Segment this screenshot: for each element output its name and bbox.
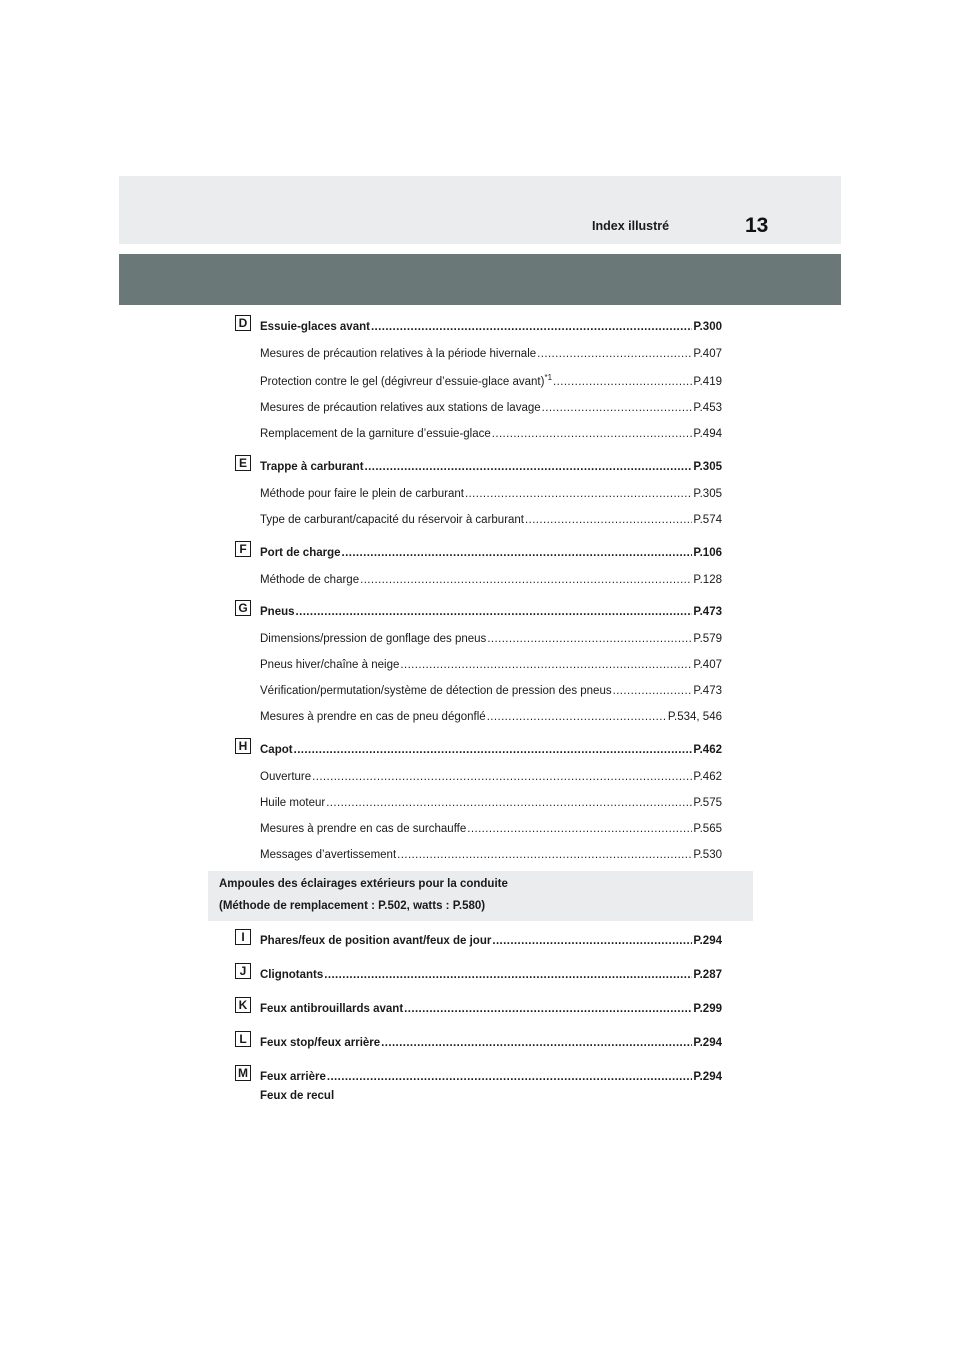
entry-page-ref: P.494 xyxy=(693,428,722,440)
entry-page-ref: P.419 xyxy=(693,376,722,388)
entry-label: Clignotants xyxy=(260,969,324,981)
dot-leader xyxy=(327,1070,693,1084)
index-subentry[interactable] xyxy=(260,427,722,441)
entry-page-ref: P.305 xyxy=(693,488,722,500)
entry-label: Vérification/permutation/système de détection de pression des pneus xyxy=(260,685,612,697)
index-entry-l[interactable] xyxy=(260,1036,722,1050)
entry-page-ref: P.300 xyxy=(693,321,722,333)
entry-page-ref: P.407 xyxy=(693,348,722,360)
index-subentry[interactable] xyxy=(260,684,722,698)
dot-leader xyxy=(492,427,693,441)
dot-leader xyxy=(553,375,692,389)
bulbs-section-reference: (Méthode de remplacement : P.502, watts : P.580) xyxy=(219,900,486,912)
index-subentry[interactable] xyxy=(260,770,722,784)
dot-leader xyxy=(404,1002,692,1016)
index-subentry[interactable] xyxy=(260,632,722,646)
callout-marker-e: E xyxy=(235,455,251,471)
index-entry-d[interactable] xyxy=(260,320,722,334)
entry-page-ref: P.579 xyxy=(693,633,722,645)
entry-page-ref: P.574 xyxy=(693,514,722,526)
entry-page-ref: P.294 xyxy=(693,1071,722,1083)
dot-leader xyxy=(542,401,693,415)
footnote-marker: *1 xyxy=(544,373,553,383)
entry-page-ref: P.575 xyxy=(693,797,722,809)
index-subentry[interactable] xyxy=(260,401,722,415)
dot-leader xyxy=(371,320,692,334)
index-subentry[interactable] xyxy=(260,710,722,724)
dot-leader xyxy=(324,968,692,982)
entry-page-ref: P.462 xyxy=(693,744,722,756)
dot-leader xyxy=(294,743,693,757)
dot-leader xyxy=(467,822,692,836)
entry-label: Pneus xyxy=(260,606,295,618)
index-entry-e[interactable] xyxy=(260,460,722,474)
entry-page-ref: P.530 xyxy=(693,849,722,861)
entry-page-ref: P.407 xyxy=(693,659,722,671)
entry-page-ref: P.294 xyxy=(693,935,722,947)
index-entry-h[interactable] xyxy=(260,743,722,757)
index-entry-g[interactable] xyxy=(260,605,722,619)
callout-marker-j: J xyxy=(235,963,251,979)
entry-page-ref: P.305 xyxy=(693,461,722,473)
entry-label: Capot xyxy=(260,744,293,756)
index-subentry[interactable] xyxy=(260,848,722,862)
index-entry-f[interactable] xyxy=(260,546,722,560)
callout-marker-g: G xyxy=(235,600,251,616)
entry-label: Feux antibrouillards avant xyxy=(260,1003,404,1015)
entry-label: Port de charge xyxy=(260,547,341,559)
callout-marker-k: K xyxy=(235,997,251,1013)
index-entry-j[interactable] xyxy=(260,968,722,982)
callout-marker-f: F xyxy=(235,541,251,557)
callout-marker-h: H xyxy=(235,738,251,754)
callout-marker-d: D xyxy=(235,315,251,331)
entry-label: Méthode de charge xyxy=(260,574,360,586)
entry-page-ref: P.287 xyxy=(693,969,722,981)
entry-label: Feux stop/feux arrière xyxy=(260,1037,381,1049)
entry-label: Phares/feux de position avant/feux de jour xyxy=(260,935,492,947)
index-subentry[interactable] xyxy=(260,513,722,527)
index-subentry[interactable] xyxy=(260,796,722,810)
index-subentry[interactable] xyxy=(260,573,722,587)
dot-leader xyxy=(365,460,693,474)
entry-label: Trappe à carburant xyxy=(260,461,364,473)
dot-leader xyxy=(381,1036,692,1050)
entry-label: Feux arrière xyxy=(260,1071,326,1083)
entry-label: Type de carburant/capacité du réservoir à carburant xyxy=(260,514,525,526)
entry-label: Mesures de précaution relatives à la période hivernale xyxy=(260,348,537,360)
index-subentry[interactable] xyxy=(260,822,722,836)
entry-label: Ouverture xyxy=(260,771,312,783)
entry-page-ref: P.462 xyxy=(693,771,722,783)
dot-leader xyxy=(342,546,693,560)
entry-page-ref: P.453 xyxy=(693,402,722,414)
dot-leader xyxy=(397,848,692,862)
callout-marker-m: M xyxy=(235,1065,251,1081)
entry-page-ref: P.534, 546 xyxy=(667,711,722,723)
dot-leader xyxy=(400,658,692,672)
index-subentry[interactable] xyxy=(260,487,722,501)
entry-label: Protection contre le gel (dégivreur d’essuie-glace avant)$^{*1}$ xyxy=(260,373,553,388)
dot-leader xyxy=(296,605,693,619)
index-subentry[interactable] xyxy=(260,658,722,672)
dot-leader xyxy=(537,347,692,361)
dot-leader xyxy=(326,796,692,810)
index-subentry[interactable] xyxy=(260,375,722,389)
dot-leader xyxy=(492,934,692,948)
entry-page-ref: P.294 xyxy=(693,1037,722,1049)
entry-page-ref: P.565 xyxy=(693,823,722,835)
index-entry-i[interactable] xyxy=(260,934,722,948)
index-entry-k[interactable] xyxy=(260,1002,722,1016)
section-title: Index illustré xyxy=(592,219,670,233)
dot-leader xyxy=(465,487,692,501)
entry-page-ref: P.299 xyxy=(693,1003,722,1015)
entry-label: Messages d’avertissement xyxy=(260,849,397,861)
entry-label: Dimensions/pression de gonflage des pneus xyxy=(260,633,487,645)
dot-leader xyxy=(360,573,692,587)
entry-label: Remplacement de la garniture d’essuie-glace xyxy=(260,428,491,440)
dot-leader xyxy=(312,770,692,784)
callout-marker-l: L xyxy=(235,1031,251,1047)
dot-leader xyxy=(525,513,692,527)
dot-leader xyxy=(487,632,692,646)
entry-page-ref: P.128 xyxy=(693,574,722,586)
index-subentry[interactable] xyxy=(260,347,722,361)
page-number: 13 xyxy=(745,214,769,237)
entry-page-ref: P.473 xyxy=(693,606,722,618)
entry-label: Huile moteur xyxy=(260,797,326,809)
callout-marker-i: I xyxy=(235,929,251,945)
entry-label: Mesures de précaution relatives aux stations de lavage xyxy=(260,402,541,414)
entry-page-ref: P.106 xyxy=(693,547,722,559)
dot-leader xyxy=(613,684,693,698)
entry-label: Mesures à prendre en cas de pneu dégonflé xyxy=(260,711,486,723)
dot-leader xyxy=(487,710,667,724)
entry-label: Méthode pour faire le plein de carburant xyxy=(260,488,464,500)
entry-note: Feux de recul xyxy=(260,1090,335,1102)
entry-label: Mesures à prendre en cas de surchauffe xyxy=(260,823,467,835)
entry-label: Essuie-glaces avant xyxy=(260,321,370,333)
bulbs-section-title: Ampoules des éclairages extérieurs pour la conduite xyxy=(219,878,508,890)
entry-label: Pneus hiver/chaîne à neige xyxy=(260,659,400,671)
index-entry-m[interactable] xyxy=(260,1070,722,1084)
entry-page-ref: P.473 xyxy=(693,685,722,697)
